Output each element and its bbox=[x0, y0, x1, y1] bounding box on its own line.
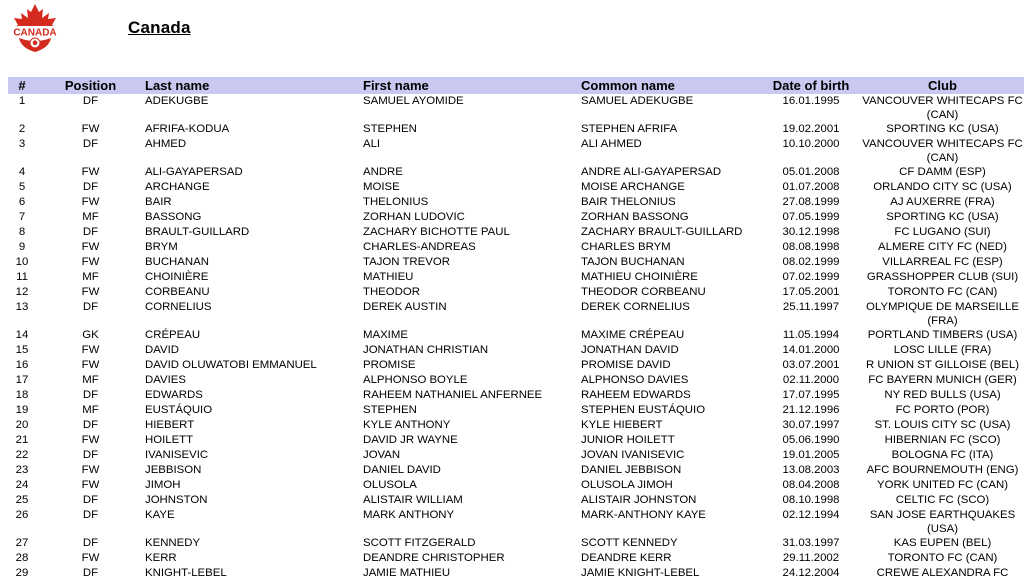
table-row bbox=[8, 493, 1024, 508]
last-name-cell: BAIR bbox=[145, 196, 172, 208]
first-name-cell: TAJON TREVOR bbox=[363, 256, 450, 268]
common-name-cell: PROMISE DAVID bbox=[581, 359, 671, 371]
row-number: 6 bbox=[18, 196, 26, 208]
position-cell: FW bbox=[81, 256, 100, 268]
first-name-cell: ANDRE bbox=[363, 166, 403, 178]
row-number: 29 bbox=[15, 567, 29, 579]
first-name-cell: DAVID JR WAYNE bbox=[363, 434, 458, 446]
common-name-cell: TAJON BUCHANAN bbox=[581, 256, 685, 268]
first-name-cell: MATHIEU bbox=[363, 271, 414, 283]
row-number: 17 bbox=[15, 374, 29, 386]
last-name-cell: CORNELIUS bbox=[145, 301, 212, 313]
col-number-header: # bbox=[18, 78, 26, 93]
table-row bbox=[8, 165, 1024, 180]
common-name-cell: SAMUEL ADEKUGBE bbox=[581, 95, 694, 107]
date-of-birth-cell: 16.01.1995 bbox=[782, 95, 840, 107]
table-row bbox=[8, 328, 1024, 343]
first-name-cell: MOISE bbox=[363, 181, 400, 193]
last-name-cell: KERR bbox=[145, 552, 177, 564]
table-row bbox=[8, 551, 1024, 566]
position-cell: DF bbox=[82, 567, 99, 579]
col-common-name-header: Common name bbox=[581, 78, 675, 93]
common-name-cell: STEPHEN AFRIFA bbox=[581, 123, 678, 135]
table-header-row bbox=[8, 77, 1024, 94]
common-name-cell: ZACHARY BRAULT-GUILLARD bbox=[581, 226, 743, 238]
date-of-birth-cell: 19.02.2001 bbox=[782, 123, 840, 135]
last-name-cell: CORBEANU bbox=[145, 286, 210, 298]
first-name-cell: SCOTT FITZGERALD bbox=[363, 537, 476, 549]
date-of-birth-cell: 08.08.1998 bbox=[782, 241, 840, 253]
table-row bbox=[8, 463, 1024, 478]
table-row bbox=[8, 418, 1024, 433]
club-cell: VANCOUVER WHITECAPS FC (CAN) bbox=[862, 95, 1023, 121]
row-number: 12 bbox=[15, 286, 29, 298]
date-of-birth-cell: 07.05.1999 bbox=[782, 211, 840, 223]
table-row bbox=[8, 300, 1024, 328]
common-name-cell: JAMIE KNIGHT-LEBEL bbox=[581, 567, 700, 579]
date-of-birth-cell: 02.12.1994 bbox=[782, 509, 840, 521]
last-name-cell: HIEBERT bbox=[145, 419, 195, 431]
date-of-birth-cell: 02.11.2000 bbox=[782, 374, 840, 386]
date-of-birth-cell: 19.01.2005 bbox=[782, 449, 840, 461]
last-name-cell: AHMED bbox=[145, 138, 187, 150]
position-cell: DF bbox=[82, 389, 99, 401]
last-name-cell: DAVID OLUWATOBI EMMANUEL bbox=[145, 359, 317, 371]
first-name-cell: OLUSOLA bbox=[363, 479, 417, 491]
row-number: 22 bbox=[15, 449, 29, 461]
position-cell: FW bbox=[81, 464, 100, 476]
last-name-cell: EDWARDS bbox=[145, 389, 203, 401]
position-cell: FW bbox=[81, 552, 100, 564]
first-name-cell: SAMUEL AYOMIDE bbox=[363, 95, 464, 107]
club-cell: NY RED BULLS (USA) bbox=[884, 389, 1001, 401]
common-name-cell: ZORHAN BASSONG bbox=[581, 211, 689, 223]
date-of-birth-cell: 17.07.1995 bbox=[782, 389, 840, 401]
club-cell: AFC BOURNEMOUTH (ENG) bbox=[866, 464, 1019, 476]
table-row bbox=[8, 285, 1024, 300]
common-name-cell: ANDRE ALI-GAYAPERSAD bbox=[581, 166, 722, 178]
position-cell: FW bbox=[81, 166, 100, 178]
first-name-cell: JONATHAN CHRISTIAN bbox=[363, 344, 489, 356]
row-number: 2 bbox=[18, 123, 26, 135]
club-cell: SPORTING KC (USA) bbox=[886, 211, 999, 223]
common-name-cell: SCOTT KENNEDY bbox=[581, 537, 678, 549]
logo-text: CANADA bbox=[13, 27, 57, 39]
common-name-cell: RAHEEM EDWARDS bbox=[581, 389, 691, 401]
table-row bbox=[8, 270, 1024, 285]
position-cell: DF bbox=[82, 138, 99, 150]
common-name-cell: DEANDRE KERR bbox=[581, 552, 672, 564]
position-cell: FW bbox=[81, 434, 100, 446]
row-number: 24 bbox=[15, 479, 29, 491]
row-number: 16 bbox=[15, 359, 29, 371]
common-name-cell: JUNIOR HOILETT bbox=[581, 434, 675, 446]
last-name-cell: KENNEDY bbox=[145, 537, 201, 549]
last-name-cell: DAVID bbox=[145, 344, 179, 356]
last-name-cell: AFRIFA-KODUA bbox=[145, 123, 230, 135]
row-number: 14 bbox=[15, 329, 29, 341]
club-cell: TORONTO FC (CAN) bbox=[887, 552, 998, 564]
position-cell: FW bbox=[81, 196, 100, 208]
position-cell: FW bbox=[81, 123, 100, 135]
table-body bbox=[8, 94, 1024, 581]
position-cell: FW bbox=[81, 286, 100, 298]
row-number: 27 bbox=[15, 537, 29, 549]
club-cell: VANCOUVER WHITECAPS FC (CAN) bbox=[862, 138, 1023, 164]
table-row bbox=[8, 343, 1024, 358]
last-name-cell: CHOINIÈRE bbox=[145, 271, 209, 283]
common-name-cell: ALISTAIR JOHNSTON bbox=[581, 494, 697, 506]
row-number: 11 bbox=[16, 271, 28, 283]
first-name-cell: JOVAN bbox=[363, 449, 401, 461]
first-name-cell: ZACHARY BICHOTTE PAUL bbox=[363, 226, 510, 238]
row-number: 28 bbox=[15, 552, 29, 564]
row-number: 23 bbox=[15, 464, 29, 476]
last-name-cell: KNIGHT-LEBEL bbox=[145, 567, 227, 579]
table-row bbox=[8, 566, 1024, 581]
position-cell: DF bbox=[82, 494, 99, 506]
row-number: 13 bbox=[15, 301, 29, 313]
row-number: 21 bbox=[15, 434, 29, 446]
table-row bbox=[8, 536, 1024, 551]
club-cell: TORONTO FC (CAN) bbox=[887, 286, 998, 298]
row-number: 15 bbox=[15, 344, 29, 356]
last-name-cell: ARCHANGE bbox=[145, 181, 210, 193]
common-name-cell: MATHIEU CHOINIÈRE bbox=[581, 271, 698, 283]
common-name-cell: DANIEL JEBBISON bbox=[581, 464, 682, 476]
row-number: 8 bbox=[18, 226, 26, 238]
club-cell: VILLARREAL FC (ESP) bbox=[882, 256, 1003, 268]
first-name-cell: KYLE ANTHONY bbox=[363, 419, 451, 431]
row-number: 4 bbox=[18, 166, 26, 178]
date-of-birth-cell: 17.05.2001 bbox=[782, 286, 840, 298]
last-name-cell: IVANISEVIC bbox=[145, 449, 209, 461]
club-cell: ORLANDO CITY SC (USA) bbox=[873, 181, 1012, 193]
table-row bbox=[8, 137, 1024, 165]
club-cell: ALMERE CITY FC (NED) bbox=[878, 241, 1007, 253]
position-cell: DF bbox=[82, 226, 99, 238]
last-name-cell: BRAULT-GUILLARD bbox=[145, 226, 250, 238]
canada-soccer-logo bbox=[8, 4, 62, 56]
common-name-cell: MARK-ANTHONY KAYE bbox=[581, 509, 706, 521]
last-name-cell: ADEKUGBE bbox=[145, 95, 209, 107]
common-name-cell: MAXIME CRÉPEAU bbox=[581, 329, 685, 341]
col-club-header: Club bbox=[928, 78, 957, 93]
table-row bbox=[8, 195, 1024, 210]
first-name-cell: DEANDRE CHRISTOPHER bbox=[363, 552, 505, 564]
first-name-cell: ALI bbox=[363, 138, 381, 150]
last-name-cell: BASSONG bbox=[145, 211, 202, 223]
last-name-cell: BRYM bbox=[145, 241, 178, 253]
club-cell: HIBERNIAN FC (SCO) bbox=[884, 434, 1001, 446]
club-cell: ST. LOUIS CITY SC (USA) bbox=[874, 419, 1011, 431]
position-cell: DF bbox=[82, 449, 99, 461]
common-name-cell: ALPHONSO DAVIES bbox=[581, 374, 689, 386]
common-name-cell: KYLE HIEBERT bbox=[581, 419, 663, 431]
first-name-cell: DANIEL DAVID bbox=[363, 464, 441, 476]
row-number: 26 bbox=[15, 509, 29, 521]
date-of-birth-cell: 31.03.1997 bbox=[782, 537, 840, 549]
last-name-cell: DAVIES bbox=[145, 374, 186, 386]
table-row bbox=[8, 403, 1024, 418]
common-name-cell: BAIR THELONIUS bbox=[581, 196, 676, 208]
first-name-cell: PROMISE bbox=[363, 359, 416, 371]
position-cell: FW bbox=[81, 241, 100, 253]
first-name-cell: DEREK AUSTIN bbox=[363, 301, 447, 313]
table-row bbox=[8, 373, 1024, 388]
table-row bbox=[8, 478, 1024, 493]
date-of-birth-cell: 08.10.1998 bbox=[782, 494, 840, 506]
position-cell: DF bbox=[82, 419, 99, 431]
position-cell: DF bbox=[82, 181, 99, 193]
row-number: 10 bbox=[15, 256, 29, 268]
first-name-cell: MAXIME bbox=[363, 329, 408, 341]
squad-table bbox=[8, 77, 1024, 581]
date-of-birth-cell: 13.08.2003 bbox=[782, 464, 840, 476]
row-number: 19 bbox=[15, 404, 29, 416]
row-number: 18 bbox=[15, 389, 29, 401]
club-cell: BOLOGNA FC (ITA) bbox=[891, 449, 994, 461]
row-number: 5 bbox=[18, 181, 26, 193]
club-cell: AJ AUXERRE (FRA) bbox=[890, 196, 995, 208]
first-name-cell: THEODOR bbox=[363, 286, 420, 298]
table-row bbox=[8, 255, 1024, 270]
club-cell: LOSC LILLE (FRA) bbox=[893, 344, 992, 356]
position-cell: DF bbox=[82, 95, 99, 107]
last-name-cell: KAYE bbox=[145, 509, 175, 521]
position-cell: DF bbox=[82, 537, 99, 549]
common-name-cell: STEPHEN EUSTÁQUIO bbox=[581, 404, 706, 416]
date-of-birth-cell: 27.08.1999 bbox=[782, 196, 840, 208]
table-row bbox=[8, 122, 1024, 137]
table-row bbox=[8, 94, 1024, 122]
table-row bbox=[8, 358, 1024, 373]
date-of-birth-cell: 25.11.1997 bbox=[782, 301, 840, 313]
common-name-cell: ALI AHMED bbox=[581, 138, 642, 150]
club-cell: KAS EUPEN (BEL) bbox=[893, 537, 992, 549]
table-row bbox=[8, 388, 1024, 403]
club-cell: R UNION ST GILLOISE (BEL) bbox=[866, 359, 1019, 371]
club-cell: FC LUGANO (SUI) bbox=[894, 226, 991, 238]
common-name-cell: JOVAN IVANISEVIC bbox=[581, 449, 685, 461]
position-cell: MF bbox=[82, 211, 99, 223]
table-row bbox=[8, 180, 1024, 195]
club-cell: GRASSHOPPER CLUB (SUI) bbox=[866, 271, 1019, 283]
club-cell: FC BAYERN MUNICH (GER) bbox=[868, 374, 1017, 386]
table-row bbox=[8, 240, 1024, 255]
date-of-birth-cell: 08.04.2008 bbox=[782, 479, 840, 491]
row-number: 7 bbox=[18, 211, 26, 223]
row-number: 20 bbox=[15, 419, 29, 431]
last-name-cell: EUSTÁQUIO bbox=[145, 404, 213, 416]
club-cell: FC PORTO (POR) bbox=[895, 404, 990, 416]
first-name-cell: RAHEEM NATHANIEL ANFERNEE bbox=[363, 389, 543, 401]
position-cell: MF bbox=[82, 271, 99, 283]
first-name-cell: JAMIE MATHIEU bbox=[363, 567, 451, 579]
last-name-cell: JIMOH bbox=[145, 479, 181, 491]
common-name-cell: CHARLES BRYM bbox=[581, 241, 671, 253]
first-name-cell: ZORHAN LUDOVIC bbox=[363, 211, 465, 223]
last-name-cell: ALI-GAYAPERSAD bbox=[145, 166, 243, 178]
date-of-birth-cell: 01.07.2008 bbox=[782, 181, 840, 193]
date-of-birth-cell: 05.01.2008 bbox=[782, 166, 840, 178]
first-name-cell: ALPHONSO BOYLE bbox=[363, 374, 468, 386]
club-cell: CELTIC FC (SCO) bbox=[895, 494, 990, 506]
table-row bbox=[8, 225, 1024, 240]
last-name-cell: JEBBISON bbox=[145, 464, 202, 476]
date-of-birth-cell: 07.02.1999 bbox=[782, 271, 840, 283]
club-cell: CREWE ALEXANDRA FC bbox=[876, 567, 1009, 579]
club-cell: SPORTING KC (USA) bbox=[886, 123, 999, 135]
last-name-cell: BUCHANAN bbox=[145, 256, 209, 268]
common-name-cell: THEODOR CORBEANU bbox=[581, 286, 706, 298]
row-number: 1 bbox=[18, 95, 26, 107]
last-name-cell: HOILETT bbox=[145, 434, 194, 446]
row-number: 9 bbox=[18, 241, 26, 253]
date-of-birth-cell: 29.11.2002 bbox=[782, 552, 840, 564]
club-cell: SAN JOSE EARTHQUAKES (USA) bbox=[869, 509, 1016, 535]
position-cell: FW bbox=[81, 344, 100, 356]
row-number: 3 bbox=[18, 138, 26, 150]
table-row bbox=[8, 508, 1024, 536]
position-cell: FW bbox=[81, 359, 100, 371]
position-cell: DF bbox=[82, 301, 99, 313]
table-row bbox=[8, 448, 1024, 463]
club-cell: YORK UNITED FC (CAN) bbox=[877, 479, 1008, 491]
first-name-cell: THELONIUS bbox=[363, 196, 429, 208]
common-name-cell: MOISE ARCHANGE bbox=[581, 181, 685, 193]
last-name-cell: CRÉPEAU bbox=[145, 329, 201, 341]
position-cell: GK bbox=[82, 329, 99, 341]
common-name-cell: JONATHAN DAVID bbox=[581, 344, 679, 356]
first-name-cell: ALISTAIR WILLIAM bbox=[363, 494, 463, 506]
first-name-cell: STEPHEN bbox=[363, 404, 417, 416]
table-row bbox=[8, 433, 1024, 448]
common-name-cell: OLUSOLA JIMOH bbox=[581, 479, 673, 491]
first-name-cell: MARK ANTHONY bbox=[363, 509, 455, 521]
club-cell: CF DAMM (ESP) bbox=[899, 166, 986, 178]
date-of-birth-cell: 05.06.1990 bbox=[782, 434, 840, 446]
position-cell: FW bbox=[81, 479, 100, 491]
date-of-birth-cell: 24.12.2004 bbox=[782, 567, 840, 579]
position-cell: MF bbox=[82, 404, 99, 416]
date-of-birth-cell: 10.10.2000 bbox=[782, 138, 840, 150]
date-of-birth-cell: 21.12.1996 bbox=[782, 404, 840, 416]
position-cell: DF bbox=[82, 509, 99, 521]
date-of-birth-cell: 30.07.1997 bbox=[782, 419, 840, 431]
first-name-cell: CHARLES-ANDREAS bbox=[363, 241, 476, 253]
first-name-cell: STEPHEN bbox=[363, 123, 417, 135]
col-position-header: Position bbox=[64, 78, 117, 93]
col-date-of-birth-header: Date of birth bbox=[772, 78, 850, 93]
date-of-birth-cell: 14.01.2000 bbox=[782, 344, 840, 356]
date-of-birth-cell: 11.05.1994 bbox=[782, 329, 840, 341]
date-of-birth-cell: 08.02.1999 bbox=[782, 256, 840, 268]
last-name-cell: JOHNSTON bbox=[145, 494, 208, 506]
club-cell: PORTLAND TIMBERS (USA) bbox=[867, 329, 1018, 341]
col-last-name-header: Last name bbox=[145, 78, 210, 93]
date-of-birth-cell: 03.07.2001 bbox=[782, 359, 840, 371]
date-of-birth-cell: 30.12.1998 bbox=[782, 226, 840, 238]
position-cell: MF bbox=[82, 374, 99, 386]
page-title: Canada bbox=[128, 18, 191, 37]
col-first-name-header: First name bbox=[363, 78, 429, 93]
row-number: 25 bbox=[15, 494, 29, 506]
table-row bbox=[8, 210, 1024, 225]
common-name-cell: DEREK CORNELIUS bbox=[581, 301, 690, 313]
club-cell: OLYMPIQUE DE MARSEILLE (FRA) bbox=[866, 301, 1019, 327]
